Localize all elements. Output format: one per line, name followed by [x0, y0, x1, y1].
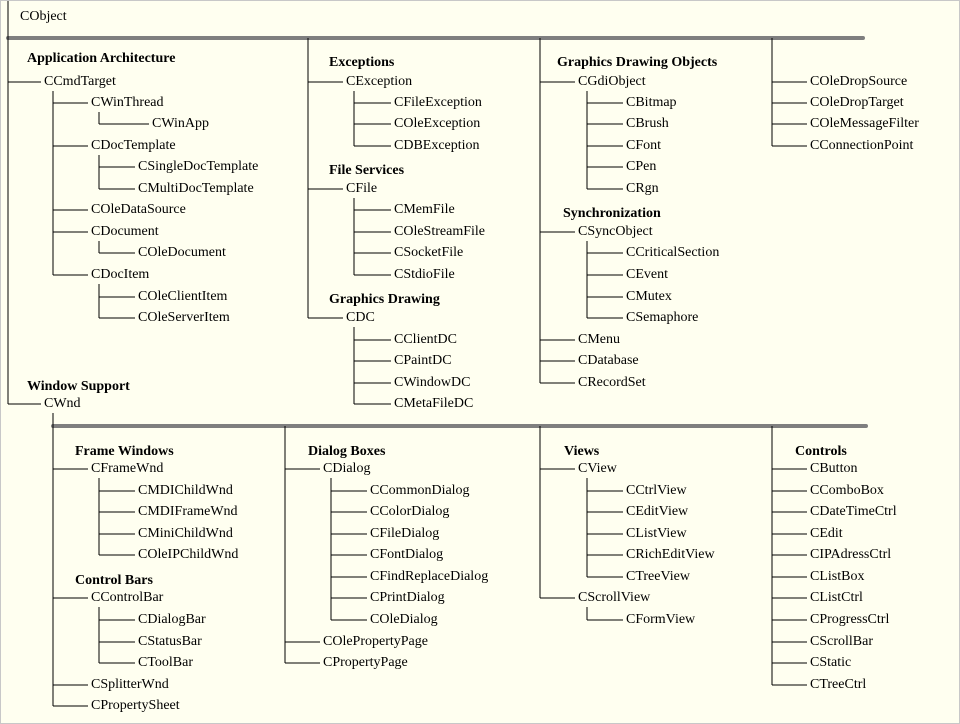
class-csingledoctemplate: CSingleDocTemplate: [138, 159, 259, 174]
class-cmetafiledc: CMetaFileDC: [394, 396, 474, 411]
class-coledropsource: COleDropSource: [810, 74, 908, 89]
class-cdatabase: CDatabase: [578, 353, 639, 368]
class-cminichildwnd: CMiniChildWnd: [138, 526, 233, 541]
class-coledroptarget: COleDropTarget: [810, 95, 904, 110]
class-clistbox: CListBox: [810, 569, 865, 584]
class-cfileexception: CFileException: [394, 95, 482, 110]
class-cexception: CException: [346, 74, 413, 89]
class-cmemfile: CMemFile: [394, 202, 455, 217]
class-cpropertypage: CPropertyPage: [323, 655, 408, 670]
section-dialog-boxes: Dialog Boxes: [308, 444, 386, 459]
class-cclientdc: CClientDC: [394, 332, 458, 347]
class-cfile: CFile: [346, 181, 378, 196]
class-cmdichildwnd: CMDIChildWnd: [138, 483, 233, 498]
class-cdatetimectrl: CDateTimeCtrl: [810, 504, 897, 519]
section-views: Views: [564, 444, 600, 459]
class-ctreectrl: CTreeCtrl: [810, 677, 867, 692]
section-controls: Controls: [795, 444, 847, 459]
class-cfont: CFont: [626, 138, 662, 153]
class-cconnectionpoint: CConnectionPoint: [810, 138, 914, 153]
class-cwindowdc: CWindowDC: [394, 375, 471, 390]
class-cpropertysheet: CPropertySheet: [91, 698, 180, 713]
class-cfiledialog: CFileDialog: [370, 526, 440, 541]
class-crecordset: CRecordSet: [578, 375, 646, 390]
class-clistctrl: CListCtrl: [810, 590, 863, 605]
class-ccommondialog: CCommonDialog: [370, 483, 470, 498]
class-csyncobject: CSyncObject: [578, 224, 653, 239]
class-cmutex: CMutex: [626, 289, 672, 304]
class-crgn: CRgn: [626, 181, 659, 196]
class-cobject: CObject: [20, 9, 67, 24]
section-application-architecture: Application Architecture: [27, 51, 176, 66]
class-colestreamfile: COleStreamFile: [394, 224, 485, 239]
class-coleipchildwnd: COleIPChildWnd: [138, 547, 239, 562]
class-cdoctemplate: CDocTemplate: [91, 138, 176, 153]
class-coledatasource: COleDataSource: [91, 202, 186, 217]
section-control-bars: Control Bars: [75, 573, 153, 588]
class-ctreeview: CTreeView: [626, 569, 690, 584]
class-coleserveritem: COleServerItem: [138, 310, 230, 325]
class-cwinthread: CWinThread: [91, 95, 164, 110]
class-ccolordialog: CColorDialog: [370, 504, 450, 519]
class-cscrollview: CScrollView: [578, 590, 651, 605]
class-cfindreplacedialog: CFindReplaceDialog: [370, 569, 489, 584]
class-cformview: CFormView: [626, 612, 696, 627]
section-frame-windows: Frame Windows: [75, 444, 174, 459]
class-ccombobox: CComboBox: [810, 483, 884, 498]
class-cdialogbar: CDialogBar: [138, 612, 206, 627]
class-cdc: CDC: [346, 310, 375, 325]
class-cmdiframewnd: CMDIFrameWnd: [138, 504, 238, 519]
class-coleexception: COleException: [394, 116, 481, 131]
class-csocketfile: CSocketFile: [394, 245, 464, 260]
class-coleclientitem: COleClientItem: [138, 289, 228, 304]
class-cprogressctrl: CProgressCtrl: [810, 612, 890, 627]
class-cwinapp: CWinApp: [152, 116, 209, 131]
class-colemessagefilter: COleMessageFilter: [810, 116, 919, 131]
class-coledocument: COleDocument: [138, 245, 226, 260]
class-clistview: CListView: [626, 526, 687, 541]
class-cscrollbar: CScrollBar: [810, 634, 873, 649]
class-cctrlview: CCtrlView: [626, 483, 687, 498]
class-ctoolbar: CToolBar: [138, 655, 194, 670]
class-cstdiofile: CStdioFile: [394, 267, 455, 282]
class-cframewnd: CFrameWnd: [91, 461, 164, 476]
class-cipadressctrl: CIPAdressCtrl: [810, 547, 892, 562]
class-cgdiobject: CGdiObject: [578, 74, 646, 89]
class-cmultidoctemplate: CMultiDocTemplate: [138, 181, 254, 196]
class-cstatusbar: CStatusBar: [138, 634, 202, 649]
class-cprintdialog: CPrintDialog: [370, 590, 445, 605]
section-graphics-drawing-objects: Graphics Drawing Objects: [557, 55, 718, 70]
class-cwnd: CWnd: [44, 396, 81, 411]
class-cdbexception: CDBException: [394, 138, 480, 153]
class-csemaphore: CSemaphore: [626, 310, 699, 325]
class-cbrush: CBrush: [626, 116, 669, 131]
class-cpen: CPen: [626, 159, 657, 174]
class-cdialog: CDialog: [323, 461, 371, 476]
class-cevent: CEvent: [626, 267, 668, 282]
class-ccmdtarget: CCmdTarget: [44, 74, 116, 89]
class-ccontrolbar: CControlBar: [91, 590, 164, 605]
section-synchronization: Synchronization: [563, 206, 661, 221]
class-cpaintdc: CPaintDC: [394, 353, 452, 368]
class-cview: CView: [578, 461, 617, 476]
class-coledialog: COleDialog: [370, 612, 438, 627]
class-cstatic: CStatic: [810, 655, 852, 670]
class-cbutton: CButton: [810, 461, 858, 476]
section-window-support: Window Support: [27, 379, 130, 394]
class-cedittview: CEditView: [626, 504, 689, 519]
section-file-services: File Services: [329, 163, 405, 178]
class-cfontdialog: CFontDialog: [370, 547, 444, 562]
section-graphics-drawing: Graphics Drawing: [329, 292, 440, 307]
class-cmenu: CMenu: [578, 332, 620, 347]
class-crichedittview: CRichEditView: [626, 547, 715, 562]
class-ccriticalsection: CCriticalSection: [626, 245, 720, 260]
class-cedit: CEdit: [810, 526, 843, 541]
class-cdocitem: CDocItem: [91, 267, 150, 282]
class-cdocument: CDocument: [91, 224, 159, 239]
class-csplitterwnd: CSplitterWnd: [91, 677, 169, 692]
class-cbitmap: CBitmap: [626, 95, 677, 110]
section-exceptions: Exceptions: [329, 55, 395, 70]
class-colepropertypage: COlePropertyPage: [323, 634, 428, 649]
